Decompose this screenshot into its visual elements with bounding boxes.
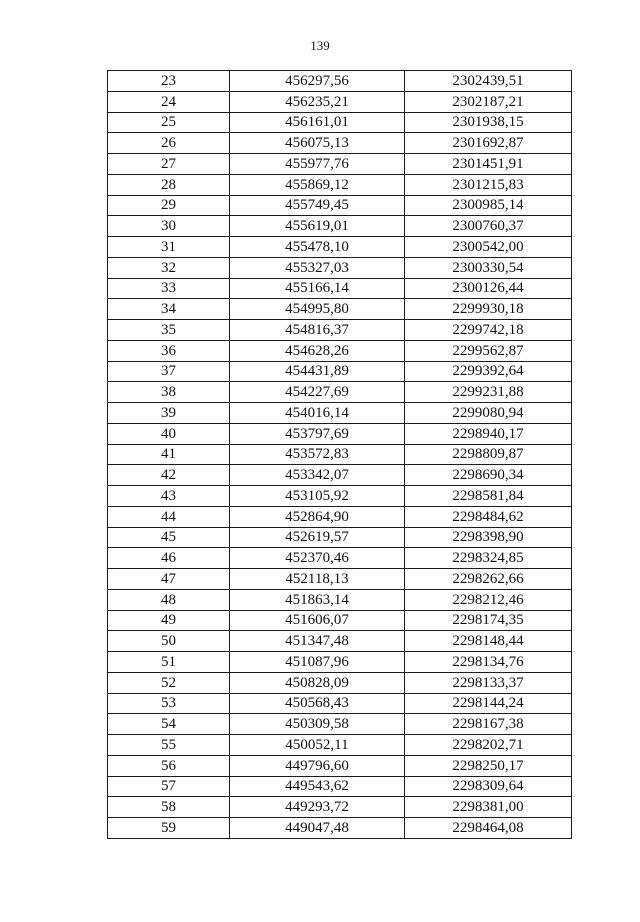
point-number-cell: 45 [108, 527, 230, 548]
x-coordinate-cell: 454816,37 [230, 320, 405, 341]
y-coordinate-cell: 2298250,17 [405, 755, 572, 776]
table-row [108, 444, 572, 465]
point-number-cell: 34 [108, 299, 230, 320]
x-coordinate-cell: 449796,60 [230, 755, 405, 776]
table-row [108, 465, 572, 486]
point-number-cell: 36 [108, 340, 230, 361]
table-row [108, 71, 572, 92]
x-coordinate-cell: 451863,14 [230, 589, 405, 610]
point-number-cell: 39 [108, 403, 230, 424]
y-coordinate-cell: 2298167,38 [405, 714, 572, 735]
x-coordinate-cell: 450309,58 [230, 714, 405, 735]
y-coordinate-cell: 2298809,87 [405, 444, 572, 465]
point-number-cell: 32 [108, 257, 230, 278]
x-coordinate-cell: 450828,09 [230, 672, 405, 693]
x-coordinate-cell: 456235,21 [230, 91, 405, 112]
table-row [108, 486, 572, 507]
y-coordinate-cell: 2301692,87 [405, 133, 572, 154]
y-coordinate-cell: 2301938,15 [405, 112, 572, 133]
table-row [108, 527, 572, 548]
table-row [108, 154, 572, 175]
x-coordinate-cell: 454016,14 [230, 403, 405, 424]
x-coordinate-cell: 450568,43 [230, 693, 405, 714]
table-row [108, 818, 572, 839]
table-row [108, 112, 572, 133]
point-number-cell: 47 [108, 569, 230, 590]
y-coordinate-cell: 2299742,18 [405, 320, 572, 341]
point-number-cell: 29 [108, 195, 230, 216]
y-coordinate-cell: 2298212,46 [405, 589, 572, 610]
table-row [108, 589, 572, 610]
y-coordinate-cell: 2298148,44 [405, 631, 572, 652]
y-coordinate-cell: 2300126,44 [405, 278, 572, 299]
x-coordinate-cell: 455869,12 [230, 174, 405, 195]
point-number-cell: 23 [108, 71, 230, 92]
x-coordinate-cell: 455977,76 [230, 154, 405, 175]
table-row [108, 278, 572, 299]
table-row [108, 299, 572, 320]
point-number-cell: 26 [108, 133, 230, 154]
point-number-cell: 24 [108, 91, 230, 112]
table-row [108, 403, 572, 424]
y-coordinate-cell: 2298309,64 [405, 776, 572, 797]
point-number-cell: 50 [108, 631, 230, 652]
y-coordinate-cell: 2299231,88 [405, 382, 572, 403]
x-coordinate-cell: 451347,48 [230, 631, 405, 652]
point-number-cell: 27 [108, 154, 230, 175]
point-number-cell: 44 [108, 506, 230, 527]
x-coordinate-cell: 455619,01 [230, 216, 405, 237]
point-number-cell: 54 [108, 714, 230, 735]
y-coordinate-cell: 2298484,62 [405, 506, 572, 527]
table-row [108, 672, 572, 693]
y-coordinate-cell: 2298202,71 [405, 735, 572, 756]
y-coordinate-cell: 2298464,08 [405, 818, 572, 839]
y-coordinate-cell: 2298398,90 [405, 527, 572, 548]
point-number-cell: 56 [108, 755, 230, 776]
x-coordinate-cell: 454995,80 [230, 299, 405, 320]
x-coordinate-cell: 454431,89 [230, 361, 405, 382]
y-coordinate-cell: 2302187,21 [405, 91, 572, 112]
y-coordinate-cell: 2298134,76 [405, 652, 572, 673]
point-number-cell: 42 [108, 465, 230, 486]
y-coordinate-cell: 2298940,17 [405, 423, 572, 444]
point-number-cell: 58 [108, 797, 230, 818]
y-coordinate-cell: 2298262,66 [405, 569, 572, 590]
y-coordinate-cell: 2298324,85 [405, 548, 572, 569]
table-row [108, 174, 572, 195]
table-row [108, 652, 572, 673]
point-number-cell: 53 [108, 693, 230, 714]
y-coordinate-cell: 2298581,84 [405, 486, 572, 507]
table-row [108, 257, 572, 278]
x-coordinate-cell: 452619,57 [230, 527, 405, 548]
point-number-cell: 51 [108, 652, 230, 673]
x-coordinate-cell: 452118,13 [230, 569, 405, 590]
table-row [108, 361, 572, 382]
table-row [108, 133, 572, 154]
table-row [108, 735, 572, 756]
y-coordinate-cell: 2299562,87 [405, 340, 572, 361]
x-coordinate-cell: 455749,45 [230, 195, 405, 216]
y-coordinate-cell: 2298381,00 [405, 797, 572, 818]
point-number-cell: 59 [108, 818, 230, 839]
table-row [108, 610, 572, 631]
x-coordinate-cell: 453797,69 [230, 423, 405, 444]
table-row [108, 382, 572, 403]
y-coordinate-cell: 2298174,35 [405, 610, 572, 631]
y-coordinate-cell: 2300760,37 [405, 216, 572, 237]
point-number-cell: 48 [108, 589, 230, 610]
x-coordinate-cell: 455478,10 [230, 237, 405, 258]
point-number-cell: 33 [108, 278, 230, 299]
point-number-cell: 49 [108, 610, 230, 631]
table-row [108, 320, 572, 341]
table-row [108, 91, 572, 112]
y-coordinate-cell: 2298133,37 [405, 672, 572, 693]
x-coordinate-cell: 455327,03 [230, 257, 405, 278]
x-coordinate-cell: 456161,01 [230, 112, 405, 133]
table-row [108, 506, 572, 527]
x-coordinate-cell: 449293,72 [230, 797, 405, 818]
x-coordinate-cell: 451087,96 [230, 652, 405, 673]
point-number-cell: 35 [108, 320, 230, 341]
y-coordinate-cell: 2300985,14 [405, 195, 572, 216]
table-row [108, 195, 572, 216]
coordinates-table [107, 70, 572, 839]
x-coordinate-cell: 450052,11 [230, 735, 405, 756]
x-coordinate-cell: 453572,83 [230, 444, 405, 465]
x-coordinate-cell: 449047,48 [230, 818, 405, 839]
point-number-cell: 43 [108, 486, 230, 507]
y-coordinate-cell: 2299930,18 [405, 299, 572, 320]
point-number-cell: 28 [108, 174, 230, 195]
table-row [108, 631, 572, 652]
x-coordinate-cell: 451606,07 [230, 610, 405, 631]
point-number-cell: 46 [108, 548, 230, 569]
x-coordinate-cell: 453342,07 [230, 465, 405, 486]
x-coordinate-cell: 456297,56 [230, 71, 405, 92]
x-coordinate-cell: 455166,14 [230, 278, 405, 299]
point-number-cell: 52 [108, 672, 230, 693]
table-row [108, 569, 572, 590]
x-coordinate-cell: 456075,13 [230, 133, 405, 154]
y-coordinate-cell: 2301215,83 [405, 174, 572, 195]
point-number-cell: 31 [108, 237, 230, 258]
table-row [108, 776, 572, 797]
point-number-cell: 40 [108, 423, 230, 444]
point-number-cell: 41 [108, 444, 230, 465]
x-coordinate-cell: 454628,26 [230, 340, 405, 361]
table-row [108, 423, 572, 444]
table-row [108, 216, 572, 237]
y-coordinate-cell: 2299080,94 [405, 403, 572, 424]
y-coordinate-cell: 2300330,54 [405, 257, 572, 278]
point-number-cell: 25 [108, 112, 230, 133]
table-row [108, 714, 572, 735]
table-row [108, 237, 572, 258]
y-coordinate-cell: 2299392,64 [405, 361, 572, 382]
coordinates-table-body [108, 71, 572, 839]
point-number-cell: 38 [108, 382, 230, 403]
x-coordinate-cell: 454227,69 [230, 382, 405, 403]
y-coordinate-cell: 2298690,34 [405, 465, 572, 486]
x-coordinate-cell: 449543,62 [230, 776, 405, 797]
point-number-cell: 57 [108, 776, 230, 797]
y-coordinate-cell: 2300542,00 [405, 237, 572, 258]
point-number-cell: 30 [108, 216, 230, 237]
y-coordinate-cell: 2298144,24 [405, 693, 572, 714]
y-coordinate-cell: 2302439,51 [405, 71, 572, 92]
table-row [108, 548, 572, 569]
page-number: 139 [310, 38, 330, 53]
table-row [108, 797, 572, 818]
x-coordinate-cell: 453105,92 [230, 486, 405, 507]
y-coordinate-cell: 2301451,91 [405, 154, 572, 175]
point-number-cell: 37 [108, 361, 230, 382]
x-coordinate-cell: 452370,46 [230, 548, 405, 569]
table-row [108, 340, 572, 361]
x-coordinate-cell: 452864,90 [230, 506, 405, 527]
table-row [108, 693, 572, 714]
table-row [108, 755, 572, 776]
point-number-cell: 55 [108, 735, 230, 756]
